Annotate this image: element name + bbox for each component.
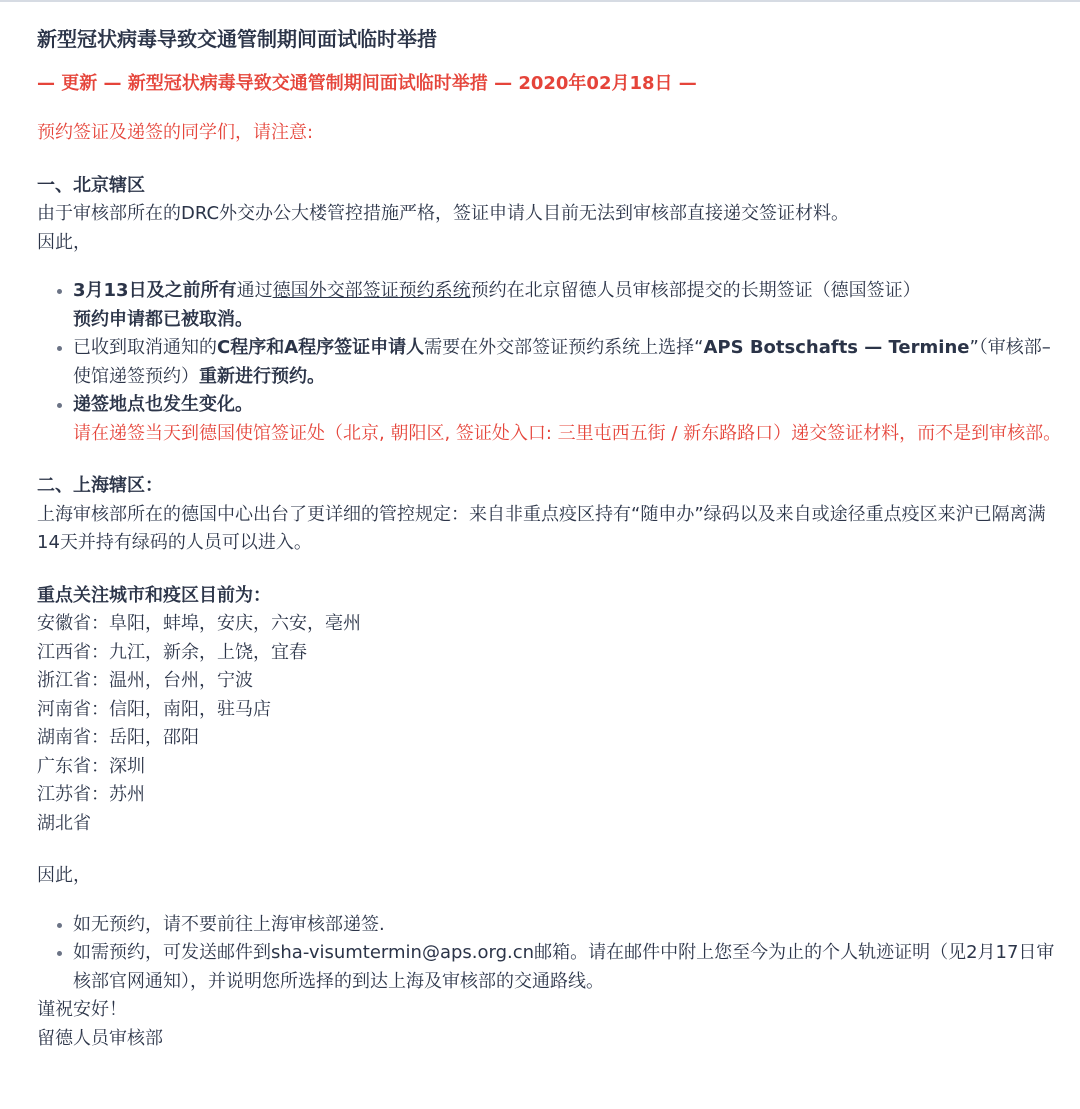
list-item: 已收到取消通知的C程序和A程序签证申请人需要在外交部签证预约系统上选择“APS Botschafts — Termine”（审核部–使馆递签预约）重新进行预约。 (37, 334, 1067, 391)
list-item: 江西省：九江，新余，上饶，宜春 (37, 641, 307, 663)
closing: 谨祝安好！ (37, 999, 127, 1020)
visa-appointment-system-link[interactable]: 德国外交部签证预约系统 (272, 280, 471, 301)
beijing-heading: 一、北京辖区 (37, 174, 145, 196)
top-border (0, 0, 1080, 2)
shanghai-bullet-list (37, 911, 1067, 997)
beijing-bullet-list (37, 277, 1067, 448)
list-item: 浙江省：温州，台州，宁波 (37, 670, 253, 691)
cities-list (37, 610, 1067, 838)
list-item: 递签地点也发生变化。 请在递签当天到德国使馆签证处（北京, 朝阳区, 签证处入口: 三里屯西五街 / 新东路路口）递交签证材料，而不是到审核部。 (37, 391, 1067, 448)
shanghai-intro: 上海审核部所在的德国中心出台了更详细的管控规定：来自非重点疫区持有“随申办”绿码以及来自或途径重点疫区来沪已隔离满14天并持有绿码的人员可以进入。 (37, 503, 1046, 553)
email-link[interactable]: sha-visumtermin@aps.org.cn (271, 942, 535, 963)
list-item: 江苏省：苏州 (37, 784, 145, 805)
shanghai-heading: 二、上海辖区： (37, 475, 163, 496)
list-item: 安徽省：阜阳，蚌埠，安庆，六安，亳州 (37, 613, 361, 634)
list-item: 如需预约，可发送邮件到sha-visumtermin@aps.org.cn邮箱。请在邮件中附上您至今为止的个人轨迹证明（见2月17日审核部官网通知），并说明您所选择的到达上海及审核部的交通路线。 (37, 939, 1067, 996)
cities-heading: 重点关注城市和疫区目前为： (37, 584, 271, 606)
list-item: 如无预约，请不要前往上海审核部递签. (37, 911, 1067, 940)
notice-document (37, 22, 1067, 1053)
update-line: — 更新 — 新型冠状病毒导致交通管制期间面试临时举措 — 2020年02月18日 — (37, 73, 697, 94)
list-item: 3月13日及之前所有通过德国外交部签证预约系统预约在北京留德人员审核部提交的长期签证（德国签证） 预约申请都已被取消。 (37, 277, 1067, 334)
section-beijing (37, 172, 1067, 449)
page-title: 新型冠状病毒导致交通管制期间面试临时举措 (37, 27, 437, 51)
list-item: 湖南省：岳阳，邵阳 (37, 727, 199, 748)
shanghai-therefore: 因此， (37, 865, 91, 886)
list-item: 广东省：深圳 (37, 755, 145, 777)
signature: 留德人员审核部 (37, 1027, 163, 1049)
list-item: 河南省：信阳，南阳，驻马店 (37, 698, 271, 720)
beijing-therefore: 因此， (37, 231, 91, 253)
section-shanghai (37, 472, 1067, 996)
greeting: 预约签证及递签的同学们，请注意: (37, 122, 314, 143)
list-item: 湖北省 (37, 812, 91, 834)
beijing-intro: 由于审核部所在的DRC外交办公大楼管控措施严格，签证申请人目前无法到审核部直接递交签证材料。 (37, 203, 850, 224)
